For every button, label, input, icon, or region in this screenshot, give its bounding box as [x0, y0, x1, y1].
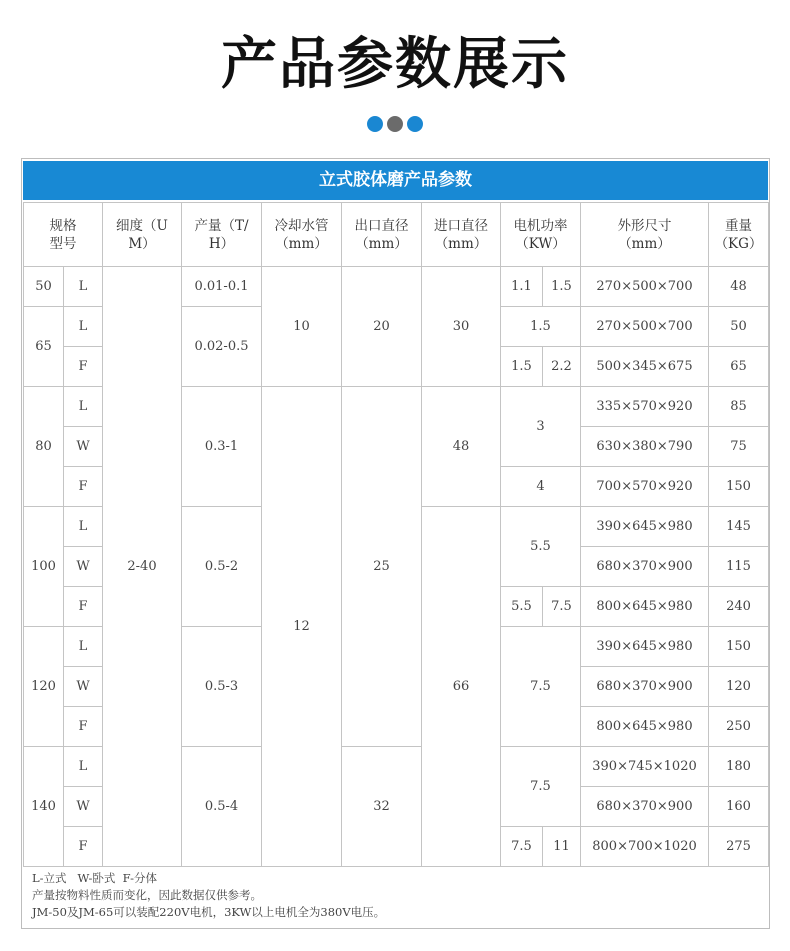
dims-cell: 800×700×1020 — [581, 827, 709, 867]
weight-cell: 115 — [709, 547, 769, 587]
type-cell: W — [64, 787, 103, 827]
dims-cell: 800×645×980 — [581, 707, 709, 747]
inlet-cell: 48 — [422, 387, 501, 507]
dims-cell: 270×500×700 — [581, 307, 709, 347]
outlet-cell: 20 — [342, 267, 422, 387]
cooling-cell: 12 — [262, 387, 342, 867]
header-model: 规格 型号 — [24, 203, 103, 267]
motor-cell: 1.5 — [543, 267, 581, 307]
header-outlet: 出口直径 （mm） — [342, 203, 422, 267]
motor-cell: 4 — [501, 467, 581, 507]
dot-3 — [407, 116, 423, 132]
header-motor: 电机功率 （KW） — [501, 203, 581, 267]
weight-cell: 145 — [709, 507, 769, 547]
dims-cell: 800×645×980 — [581, 587, 709, 627]
decorative-dots — [0, 116, 790, 132]
dims-cell: 680×370×900 — [581, 787, 709, 827]
motor-cell: 5.5 — [501, 507, 581, 587]
weight-cell: 250 — [709, 707, 769, 747]
motor-cell: 2.2 — [543, 347, 581, 387]
page-title: 产品参数展示 — [221, 32, 569, 97]
table-title: 立式胶体磨产品参数 — [23, 161, 768, 200]
motor-cell: 1.5 — [501, 347, 543, 387]
type-cell: F — [64, 827, 103, 867]
model-cell: 50 — [24, 267, 64, 307]
output-cell: 0.5-3 — [182, 627, 262, 747]
weight-cell: 65 — [709, 347, 769, 387]
outlet-cell: 32 — [342, 747, 422, 867]
weight-cell: 275 — [709, 827, 769, 867]
model-cell: 100 — [24, 507, 64, 627]
type-cell: W — [64, 547, 103, 587]
dims-cell: 680×370×900 — [581, 547, 709, 587]
note-line: L-立式 W-卧式 F-分体 — [32, 871, 158, 885]
motor-cell: 1.5 — [501, 307, 581, 347]
output-cell: 0.02-0.5 — [182, 307, 262, 387]
model-cell: 80 — [24, 387, 64, 507]
motor-cell: 1.1 — [501, 267, 543, 307]
weight-cell: 150 — [709, 627, 769, 667]
weight-cell: 50 — [709, 307, 769, 347]
output-cell: 0.3-1 — [182, 387, 262, 507]
weight-cell: 150 — [709, 467, 769, 507]
type-cell: W — [64, 667, 103, 707]
motor-cell: 7.5 — [501, 827, 543, 867]
output-cell: 0.01-0.1 — [182, 267, 262, 307]
spec-table — [23, 202, 769, 867]
type-cell: L — [64, 507, 103, 547]
header-fineness: 细度（U M） — [103, 203, 182, 267]
note-line: 产量按物料性质而变化，因此数据仅供参考。 — [32, 888, 262, 902]
fineness-cell: 2-40 — [103, 267, 182, 867]
header-output: 产量（T/ H） — [182, 203, 262, 267]
motor-cell: 7.5 — [501, 627, 581, 747]
weight-cell: 180 — [709, 747, 769, 787]
header-dims: 外形尺寸 （mm） — [581, 203, 709, 267]
header-weight: 重量 （KG） — [709, 203, 769, 267]
outlet-cell: 25 — [342, 387, 422, 747]
model-cell: 120 — [24, 627, 64, 747]
motor-cell: 5.5 — [501, 587, 543, 627]
type-cell: F — [64, 707, 103, 747]
type-cell: F — [64, 467, 103, 507]
dims-cell: 390×645×980 — [581, 507, 709, 547]
dims-cell: 500×345×675 — [581, 347, 709, 387]
weight-cell: 160 — [709, 787, 769, 827]
weight-cell: 120 — [709, 667, 769, 707]
inlet-cell: 66 — [422, 507, 501, 867]
dims-cell: 335×570×920 — [581, 387, 709, 427]
type-cell: L — [64, 307, 103, 347]
dims-cell: 630×380×790 — [581, 427, 709, 467]
dot-2 — [387, 116, 403, 132]
motor-cell: 7.5 — [543, 587, 581, 627]
weight-cell: 75 — [709, 427, 769, 467]
note-line: JM-50及JM-65可以装配220V电机，3KW以上电机全为380V电压。 — [32, 905, 386, 919]
dims-cell: 700×570×920 — [581, 467, 709, 507]
header-inlet: 进口直径 （mm） — [422, 203, 501, 267]
dims-cell: 390×645×980 — [581, 627, 709, 667]
type-cell: L — [64, 627, 103, 667]
motor-cell: 3 — [501, 387, 581, 467]
output-cell: 0.5-4 — [182, 747, 262, 867]
table-header-row — [24, 203, 769, 267]
type-cell: W — [64, 427, 103, 467]
model-cell: 65 — [24, 307, 64, 387]
weight-cell: 85 — [709, 387, 769, 427]
header-cooling: 冷却水管 （mm） — [262, 203, 342, 267]
type-cell: L — [64, 387, 103, 427]
model-cell: 140 — [24, 747, 64, 867]
type-cell: F — [64, 347, 103, 387]
type-cell: L — [64, 267, 103, 307]
dot-1 — [367, 116, 383, 132]
motor-cell: 7.5 — [501, 747, 581, 827]
type-cell: L — [64, 747, 103, 787]
inlet-cell: 30 — [422, 267, 501, 387]
table-row — [24, 267, 769, 307]
dims-cell: 680×370×900 — [581, 667, 709, 707]
notes — [32, 870, 385, 921]
weight-cell: 48 — [709, 267, 769, 307]
weight-cell: 240 — [709, 587, 769, 627]
dims-cell: 270×500×700 — [581, 267, 709, 307]
motor-cell: 11 — [543, 827, 581, 867]
dims-cell: 390×745×1020 — [581, 747, 709, 787]
output-cell: 0.5-2 — [182, 507, 262, 627]
cooling-cell: 10 — [262, 267, 342, 387]
type-cell: F — [64, 587, 103, 627]
